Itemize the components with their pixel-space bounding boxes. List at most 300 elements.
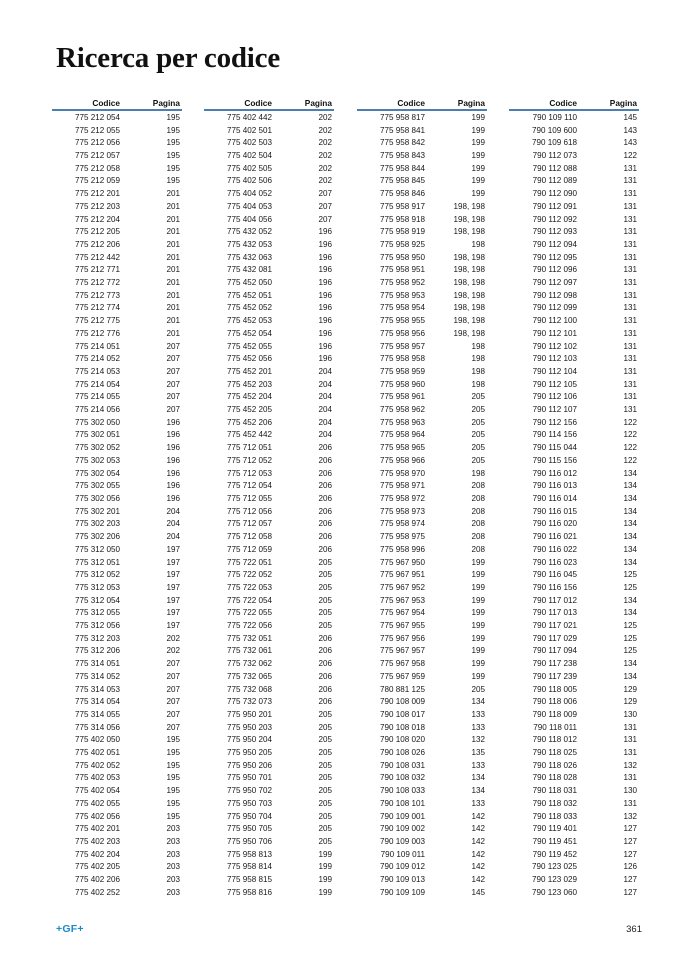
table-row — [204, 442, 334, 455]
page-cell: 197 — [166, 595, 180, 605]
page-cell: 205 — [471, 684, 485, 694]
table-row — [52, 455, 182, 468]
page-cell: 195 — [166, 735, 180, 745]
code-cell: 775 312 206 — [74, 646, 120, 656]
page-cell: 199 — [318, 875, 332, 885]
code-cell: 775 212 205 — [74, 227, 120, 237]
code-cell: 790 109 110 — [532, 112, 577, 122]
table-row — [52, 264, 182, 277]
page-cell: 127 — [623, 887, 637, 897]
page-cell: 204 — [318, 366, 332, 376]
header-code: Codice — [549, 98, 577, 108]
code-cell: 775 402 050 — [74, 735, 120, 745]
table-row — [52, 696, 182, 709]
page-cell: 131 — [623, 405, 637, 415]
table-row — [357, 861, 487, 874]
page-cell: 205 — [318, 798, 332, 808]
code-cell: 790 118 031 — [532, 786, 577, 796]
table-row — [509, 328, 639, 341]
page-cell: 129 — [623, 684, 637, 694]
page-cell: 202 — [318, 138, 332, 148]
page-cell: 125 — [623, 621, 637, 631]
code-cell: 790 116 023 — [532, 557, 577, 567]
table-row — [509, 823, 639, 836]
page-cell: 131 — [623, 798, 637, 808]
page-cell: 203 — [166, 862, 180, 872]
code-cell: 775 732 073 — [226, 697, 272, 707]
page-cell: 195 — [166, 786, 180, 796]
code-cell: 790 118 011 — [533, 722, 577, 732]
page-cell: 196 — [166, 455, 180, 465]
table-row — [204, 378, 334, 391]
code-cell: 790 116 156 — [532, 582, 577, 592]
table-row — [204, 645, 334, 658]
code-cell: 775 967 950 — [379, 557, 425, 567]
page-cell: 204 — [166, 532, 180, 542]
page-cell: 134 — [623, 557, 637, 567]
code-cell: 775 302 053 — [74, 455, 120, 465]
table-row — [357, 798, 487, 811]
index-column-3 — [357, 94, 487, 899]
code-cell: 790 116 013 — [532, 481, 577, 491]
page-cell: 207 — [166, 366, 180, 376]
code-cell: 775 958 960 — [379, 379, 425, 389]
code-cell: 775 402 252 — [74, 887, 120, 897]
code-cell: 775 958 959 — [379, 366, 425, 376]
page-cell: 196 — [318, 303, 332, 313]
table-row — [357, 353, 487, 366]
code-cell: 775 958 842 — [379, 138, 425, 148]
table-row — [509, 836, 639, 849]
code-cell: 775 452 442 — [226, 430, 272, 440]
page-cell: 197 — [166, 544, 180, 554]
page-cell: 132 — [471, 735, 485, 745]
code-cell: 775 214 051 — [74, 341, 120, 351]
table-row — [52, 620, 182, 633]
page-cell: 206 — [318, 544, 332, 554]
code-cell: 775 967 956 — [379, 633, 425, 643]
page-cell: 205 — [318, 722, 332, 732]
code-cell: 790 118 006 — [532, 697, 577, 707]
page-cell: 142 — [471, 824, 485, 834]
code-cell: 775 950 702 — [226, 786, 272, 796]
code-cell: 775 950 705 — [226, 824, 272, 834]
table-row — [204, 289, 334, 302]
table-row — [509, 239, 639, 252]
table-row — [52, 721, 182, 734]
code-cell: 775 958 958 — [379, 354, 425, 364]
table-row — [509, 188, 639, 201]
table-row — [357, 747, 487, 760]
table-row — [52, 251, 182, 264]
table-row — [509, 531, 639, 544]
table-row — [357, 759, 487, 772]
page-cell: 199 — [471, 112, 485, 122]
table-row — [204, 340, 334, 353]
page-cell: 198, 198 — [453, 303, 485, 313]
code-cell: 775 314 055 — [74, 709, 120, 719]
table-row — [357, 124, 487, 137]
page-cell: 202 — [166, 646, 180, 656]
table-row — [357, 874, 487, 887]
table-row — [357, 175, 487, 188]
page-cell: 203 — [166, 875, 180, 885]
code-cell: 775 958 846 — [379, 189, 425, 199]
table-row — [52, 709, 182, 722]
code-cell: 790 116 014 — [532, 493, 577, 503]
page-cell: 125 — [623, 570, 637, 580]
page-cell: 134 — [623, 659, 637, 669]
code-cell: 775 404 056 — [226, 214, 272, 224]
page-cell: 195 — [166, 748, 180, 758]
table-row — [204, 201, 334, 214]
table-row — [509, 696, 639, 709]
table-row — [509, 505, 639, 518]
code-cell: 775 950 205 — [226, 748, 272, 758]
table-row — [52, 886, 182, 899]
table-row — [509, 112, 639, 125]
table-row — [204, 709, 334, 722]
table-row — [204, 785, 334, 798]
code-cell: 775 212 056 — [74, 138, 120, 148]
table-row — [357, 696, 487, 709]
page-cell: 203 — [166, 887, 180, 897]
page-cell: 198 — [471, 354, 485, 364]
page-cell: 199 — [471, 176, 485, 186]
page-cell: 203 — [166, 824, 180, 834]
table-row — [204, 480, 334, 493]
page-cell: 196 — [166, 468, 180, 478]
page-cell: 207 — [166, 379, 180, 389]
page-cell: 199 — [318, 849, 332, 859]
code-cell: 790 117 012 — [532, 595, 577, 605]
table-row — [204, 874, 334, 887]
page-cell: 131 — [623, 290, 637, 300]
code-cell: 790 123 060 — [531, 887, 577, 897]
code-cell: 775 402 201 — [74, 824, 120, 834]
code-cell: 775 452 051 — [226, 290, 272, 300]
table-row — [52, 759, 182, 772]
table-row — [204, 353, 334, 366]
table-row — [52, 848, 182, 861]
page-cell: 131 — [623, 748, 637, 758]
code-cell: 775 212 201 — [74, 189, 120, 199]
page-cell: 122 — [623, 455, 637, 465]
code-cell: 790 123 025 — [531, 862, 577, 872]
table-row — [52, 150, 182, 163]
table-row — [204, 239, 334, 252]
page-cell: 201 — [166, 278, 180, 288]
code-cell: 775 402 203 — [74, 836, 120, 846]
code-cell: 790 109 013 — [379, 875, 425, 885]
page-cell: 133 — [471, 709, 485, 719]
code-cell: 790 118 033 — [532, 811, 577, 821]
page-cell: 142 — [471, 862, 485, 872]
table-row — [52, 671, 182, 684]
page-cell: 196 — [318, 227, 332, 237]
table-row — [52, 874, 182, 887]
page-cell: 205 — [318, 824, 332, 834]
code-cell: 775 958 957 — [379, 341, 425, 351]
page-cell: 122 — [623, 443, 637, 453]
code-cell: 790 109 012 — [379, 862, 425, 872]
page-cell: 206 — [318, 493, 332, 503]
table-row — [52, 201, 182, 214]
page-cell: 129 — [623, 697, 637, 707]
page-cell: 199 — [471, 557, 485, 567]
code-cell: 775 712 055 — [226, 493, 272, 503]
column-header — [357, 94, 487, 109]
table-row — [357, 658, 487, 671]
table-row — [509, 658, 639, 671]
code-cell: 775 402 053 — [74, 773, 120, 783]
code-cell: 775 722 052 — [226, 570, 272, 580]
page-cell: 134 — [623, 493, 637, 503]
page-cell: 199 — [471, 646, 485, 656]
table-row — [357, 404, 487, 417]
page-cell: 206 — [318, 468, 332, 478]
code-cell: 775 212 204 — [74, 214, 120, 224]
page-cell: 132 — [623, 811, 637, 821]
page-cell: 204 — [318, 417, 332, 427]
page-cell: 205 — [471, 405, 485, 415]
page-cell: 205 — [318, 709, 332, 719]
code-cell: 790 108 026 — [379, 748, 425, 758]
page-cell: 201 — [166, 316, 180, 326]
page-cell: 204 — [318, 392, 332, 402]
code-cell: 775 958 813 — [226, 849, 272, 859]
table-row — [509, 721, 639, 734]
code-cell: 790 117 029 — [532, 633, 577, 643]
code-cell: 775 712 054 — [226, 481, 272, 491]
code-cell: 790 112 105 — [532, 379, 577, 389]
page-cell: 125 — [623, 633, 637, 643]
table-row — [52, 861, 182, 874]
code-cell: 775 712 059 — [226, 544, 272, 554]
code-cell: 790 112 098 — [532, 290, 577, 300]
table-row — [52, 683, 182, 696]
code-cell: 775 402 505 — [226, 163, 272, 173]
code-cell: 775 958 917 — [379, 201, 425, 211]
table-row — [509, 251, 639, 264]
page-cell: 134 — [623, 595, 637, 605]
table-row — [204, 416, 334, 429]
code-cell: 775 958 973 — [379, 506, 425, 516]
table-row — [204, 886, 334, 899]
code-cell: 775 958 971 — [379, 481, 425, 491]
code-cell: 775 452 205 — [226, 405, 272, 415]
page-cell: 206 — [318, 455, 332, 465]
code-cell: 790 108 033 — [379, 786, 425, 796]
page-cell: 134 — [623, 506, 637, 516]
code-cell: 775 452 204 — [226, 392, 272, 402]
table-row — [204, 213, 334, 226]
table-row — [509, 467, 639, 480]
table-row — [509, 404, 639, 417]
table-row — [357, 607, 487, 620]
code-cell: 790 112 091 — [532, 201, 577, 211]
code-cell: 790 116 012 — [532, 468, 577, 478]
code-cell: 775 402 442 — [226, 112, 272, 122]
code-cell: 775 404 052 — [226, 189, 272, 199]
table-row — [52, 429, 182, 442]
page-cell: 206 — [318, 633, 332, 643]
header-rule — [509, 109, 639, 111]
page-cell: 207 — [166, 722, 180, 732]
code-cell: 790 112 101 — [532, 328, 577, 338]
page-cell: 208 — [471, 519, 485, 529]
code-cell: 775 967 957 — [379, 646, 425, 656]
table-row — [357, 518, 487, 531]
page-cell: 134 — [623, 544, 637, 554]
page-cell: 145 — [623, 112, 637, 122]
page-cell: 204 — [318, 430, 332, 440]
table-row — [204, 518, 334, 531]
code-cell: 775 712 057 — [226, 519, 272, 529]
code-cell: 775 958 966 — [379, 455, 425, 465]
page-cell: 208 — [471, 493, 485, 503]
code-cell: 775 212 059 — [74, 176, 120, 186]
table-row — [52, 137, 182, 150]
page-cell: 131 — [623, 214, 637, 224]
table-row — [52, 353, 182, 366]
page-cell: 122 — [623, 430, 637, 440]
table-row — [357, 112, 487, 125]
code-cell: 790 112 073 — [532, 151, 577, 160]
page-cell: 195 — [166, 151, 180, 160]
table-row — [357, 213, 487, 226]
code-cell: 790 117 094 — [532, 646, 577, 656]
table-row — [357, 505, 487, 518]
table-row — [509, 480, 639, 493]
page-cell: 133 — [471, 722, 485, 732]
table-row — [52, 531, 182, 544]
table-row — [509, 302, 639, 315]
table-row — [357, 366, 487, 379]
page-cell: 131 — [623, 265, 637, 275]
code-cell: 790 116 020 — [532, 519, 577, 529]
page-cell: 133 — [471, 760, 485, 770]
code-cell: 775 712 052 — [226, 455, 272, 465]
page-cell: 207 — [166, 709, 180, 719]
page-cell: 198, 198 — [453, 278, 485, 288]
index-column-1 — [52, 94, 182, 899]
page-cell: 207 — [318, 201, 332, 211]
page-cell: 206 — [318, 659, 332, 669]
table-row — [204, 759, 334, 772]
table-row — [52, 289, 182, 302]
table-row — [509, 226, 639, 239]
page-cell: 199 — [471, 595, 485, 605]
table-row — [204, 505, 334, 518]
page-cell: 134 — [471, 773, 485, 783]
code-cell: 790 109 002 — [379, 824, 425, 834]
code-cell: 775 950 201 — [226, 709, 272, 719]
page-cell: 131 — [623, 278, 637, 288]
page-cell: 206 — [318, 532, 332, 542]
table-row — [509, 785, 639, 798]
code-cell: 775 212 203 — [74, 201, 120, 211]
page-cell: 198, 198 — [453, 201, 485, 211]
table-row — [509, 455, 639, 468]
table-row — [52, 658, 182, 671]
page-cell: 195 — [166, 811, 180, 821]
table-row — [357, 188, 487, 201]
page-cell: 206 — [318, 646, 332, 656]
table-row — [52, 518, 182, 531]
page-cell: 127 — [623, 836, 637, 846]
page-cell: 205 — [318, 786, 332, 796]
code-cell: 775 958 814 — [226, 862, 272, 872]
code-cell: 775 958 956 — [379, 328, 425, 338]
page-cell: 206 — [318, 519, 332, 529]
code-cell: 775 722 053 — [226, 582, 272, 592]
table-row — [509, 544, 639, 557]
code-cell: 775 452 056 — [226, 354, 272, 364]
table-row — [204, 264, 334, 277]
page-number: 361 — [626, 924, 642, 935]
page-cell: 199 — [471, 659, 485, 669]
page-cell: 131 — [623, 773, 637, 783]
page-cell: 204 — [318, 379, 332, 389]
code-cell: 775 452 053 — [226, 316, 272, 326]
code-cell: 780 881 125 — [379, 684, 425, 694]
table-row — [204, 772, 334, 785]
header-code: Codice — [92, 98, 120, 108]
table-row — [509, 416, 639, 429]
page-cell: 134 — [471, 697, 485, 707]
page-cell: 204 — [166, 506, 180, 516]
code-cell: 775 302 051 — [74, 430, 120, 440]
code-cell: 775 958 962 — [379, 405, 425, 415]
code-cell: 775 402 055 — [74, 798, 120, 808]
page-cell: 201 — [166, 265, 180, 275]
table-row — [509, 709, 639, 722]
table-row — [357, 162, 487, 175]
page-cell: 205 — [318, 735, 332, 745]
page-cell: 134 — [623, 481, 637, 491]
page-cell: 197 — [166, 557, 180, 567]
table-row — [509, 518, 639, 531]
code-cell: 775 950 203 — [226, 722, 272, 732]
page-cell: 131 — [623, 189, 637, 199]
page-cell: 131 — [623, 227, 637, 237]
table-row — [204, 582, 334, 595]
code-cell: 775 732 051 — [226, 633, 272, 643]
page-cell: 208 — [471, 532, 485, 542]
code-cell: 775 212 771 — [74, 265, 120, 275]
code-cell: 790 117 021 — [532, 621, 577, 631]
code-cell: 775 967 953 — [379, 595, 425, 605]
table-row — [357, 683, 487, 696]
table-row — [357, 734, 487, 747]
table-row — [509, 645, 639, 658]
code-cell: 775 312 055 — [74, 608, 120, 618]
code-cell: 790 116 015 — [532, 506, 577, 516]
code-cell: 790 118 028 — [532, 773, 577, 783]
table-row — [52, 239, 182, 252]
code-cell: 775 958 970 — [379, 468, 425, 478]
header-page: Pagina — [609, 98, 637, 108]
page-cell: 131 — [623, 201, 637, 211]
brand-logo: +GF+ — [56, 923, 84, 935]
page-cell: 207 — [166, 354, 180, 364]
table-row — [52, 480, 182, 493]
page-cell: 134 — [623, 532, 637, 542]
code-cell: 775 402 504 — [226, 151, 272, 160]
table-row — [204, 467, 334, 480]
table-row — [52, 836, 182, 849]
